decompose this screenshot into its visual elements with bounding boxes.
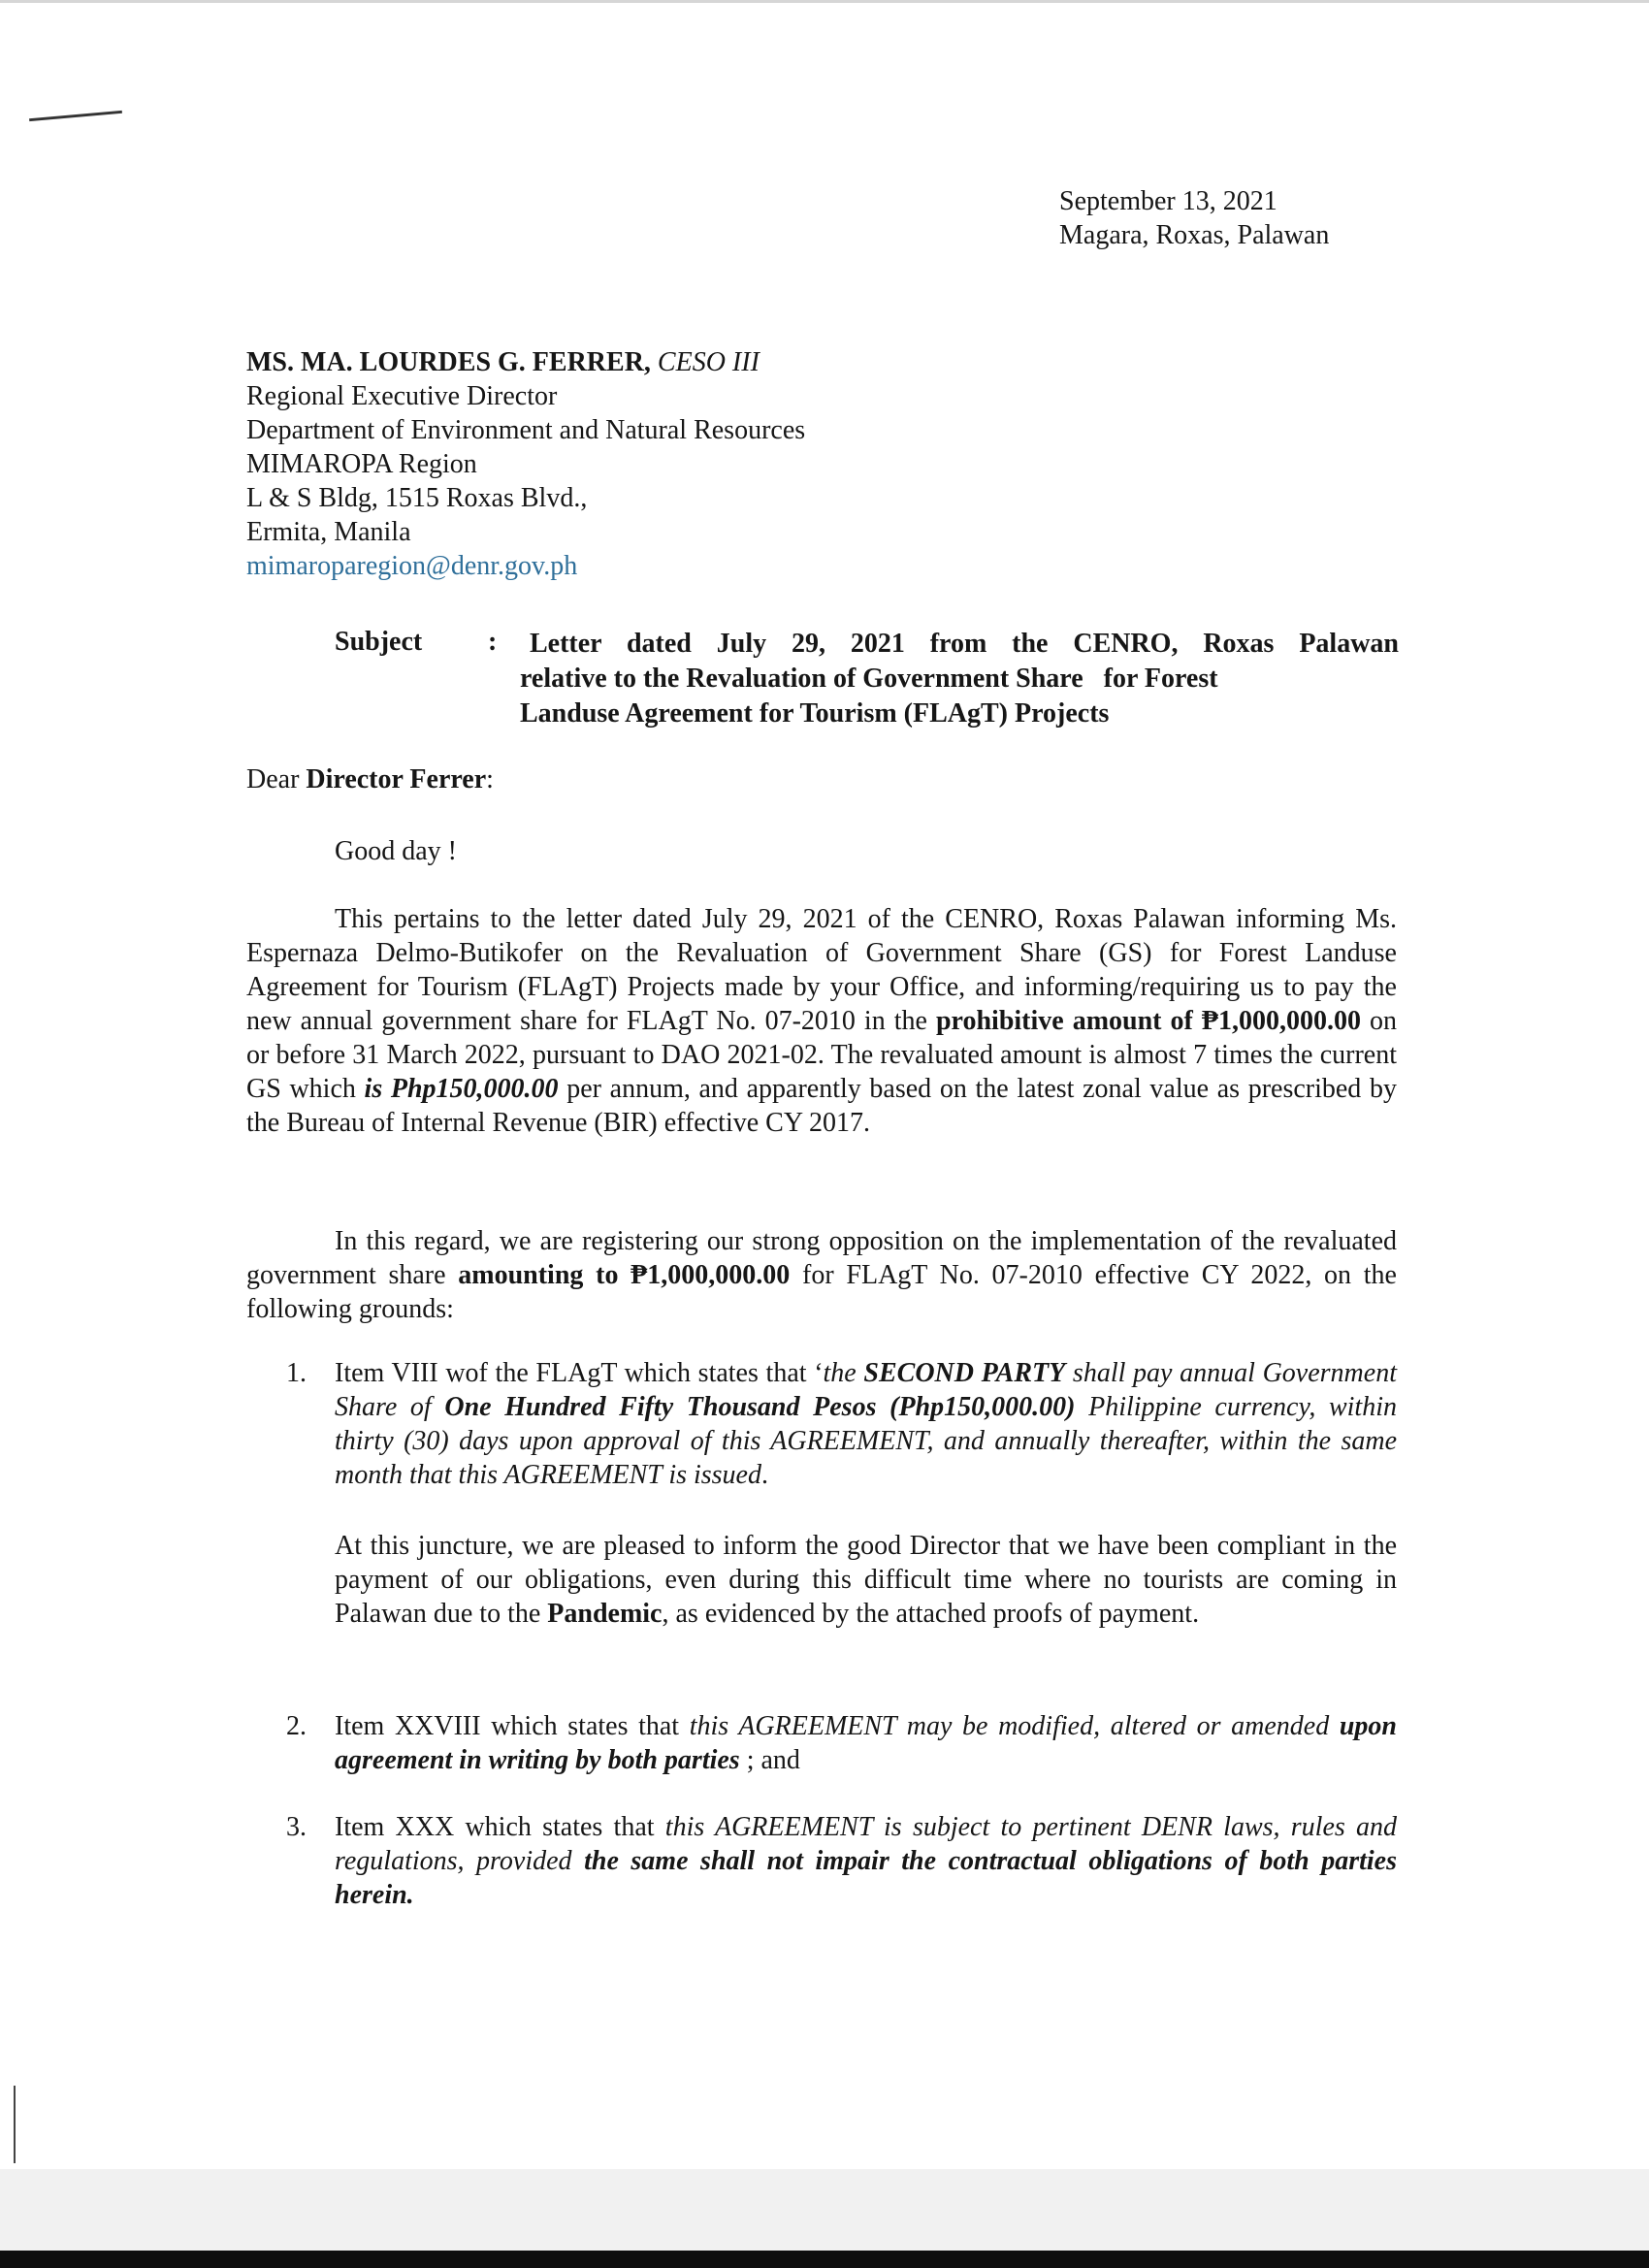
addressee-title: Regional Executive Director	[246, 381, 558, 411]
ground-text	[335, 1709, 1397, 1777]
scan-bottom-margin	[0, 2169, 1649, 2251]
followup-text-2: , as evidenced by the attached proofs of payment.	[662, 1599, 1200, 1629]
g1-bold-italic-2: One Hundred Fifty Thousand Pesos (Php150,000.00)	[444, 1392, 1076, 1422]
p1-text-3: per annum, and apparently based on the latest zonal value as prescribed by the Bureau of Internal Revenue (BIR) effective CY 2017.	[246, 1074, 1397, 1138]
letter-date: September 13, 2021	[1059, 186, 1277, 216]
addressee-department: Department of Environment and Natural Resources	[246, 415, 806, 445]
paragraph-2	[246, 1224, 1397, 1326]
g2-text-2: ; and	[739, 1745, 800, 1775]
subject-line-2: relative to the Revaluation of Government Share for Forest	[520, 664, 1218, 694]
addressee-region: MIMAROPA Region	[246, 449, 477, 479]
p1-text-1: This pertains to the letter dated July 29, 2021 of the CENRO, Roxas Palawan informing Ms. Espernaza Delmo-Butikofer on the Revaluation of Government Share (GS) for Forest Landuse Agreement for Tourism (FLAgT) Projects made by your Office, and informing/requiring us to pay the new annual government share for FLAgT No. 07-2010 in the	[246, 904, 1397, 1036]
p1-bold-italic-1: is Php150,000.00	[364, 1074, 559, 1104]
scan-edge-top	[0, 0, 1649, 3]
g2-bold-italic-1: upon agreement in writing by both parties	[335, 1711, 1397, 1775]
g3-text-1: Item XXX which states that	[335, 1812, 665, 1842]
g1-italic-2: shall pay annual Government Share of	[335, 1358, 1397, 1422]
g1-text-1: Item VIII wof the FLAgT which states that ‘	[335, 1358, 824, 1388]
p2-bold-1: amounting to ₱1,000,000.00	[458, 1260, 791, 1290]
paragraph-1	[246, 902, 1397, 1140]
ground-text	[335, 1356, 1397, 1492]
followup-bold-1: Pandemic	[547, 1599, 663, 1629]
salutation-colon: :	[486, 764, 494, 794]
salutation-prefix: Dear	[246, 764, 307, 794]
g1-bold-italic-1: SECOND PARTY	[863, 1358, 1066, 1388]
g1-italic-1: the	[823, 1358, 864, 1388]
g3-italic-1: this AGREEMENT is subject to pertinent DENR laws, rules and regulations, provided	[335, 1812, 1398, 1876]
addressee-block	[246, 345, 805, 583]
ground-followup-text	[335, 1529, 1397, 1631]
letter-place: Magara, Roxas, Palawan	[1059, 220, 1330, 250]
addressee-address-2: Ermita, Manila	[246, 517, 411, 547]
scan-bottom-edge	[0, 2251, 1649, 2268]
ground-number: 3.	[286, 1812, 307, 1842]
g1-text-2: .	[761, 1460, 768, 1490]
g2-text-1: Item XXVIII which states that	[335, 1711, 690, 1741]
pen-mark	[29, 111, 122, 121]
salutation	[246, 762, 494, 796]
subject-text	[520, 627, 1399, 731]
addressee-address-1: L & S Bldg, 1515 Roxas Blvd.,	[246, 483, 588, 513]
g2-italic-1: this AGREEMENT may be modified, altered or amended	[689, 1711, 1340, 1741]
g3-bold-italic-1: the same shall not impair the contractual obligations of both parties herein.	[335, 1846, 1397, 1910]
ground-text	[335, 1810, 1397, 1912]
salutation-name: Director Ferrer	[306, 764, 487, 794]
addressee-suffix: CESO III	[657, 347, 760, 377]
subject-line-1: Letter dated July 29, 2021 from the CENRO, Roxas Palawan	[530, 629, 1399, 659]
ground-number: 1.	[286, 1358, 307, 1388]
g1-italic-3: Philippine currency, within thirty (30) days upon approval of this AGREEMENT, and annually thereafter, within the same month that this AGREEMENT is issued	[335, 1392, 1397, 1490]
scan-edge-mark	[0, 2086, 16, 2163]
subject-colon: :	[488, 627, 498, 657]
greeting: Good day !	[335, 836, 457, 866]
p2-text-2: for FLAgT No. 07-2010 effective CY 2022, on the following grounds:	[246, 1260, 1397, 1324]
p1-bold-1: prohibitive amount of ₱1,000,000.00	[935, 1006, 1361, 1036]
p2-text-1: In this regard, we are registering our strong opposition on the implementation of the revaluated government share	[246, 1226, 1397, 1290]
date-block	[1059, 184, 1329, 252]
addressee-email: mimaroparegion@denr.gov.ph	[246, 551, 578, 581]
subject-label: Subject	[335, 627, 423, 657]
subject-line-3: Landuse Agreement for Tourism (FLAgT) Projects	[520, 698, 1110, 729]
addressee-name: MS. MA. LOURDES G. FERRER,	[246, 347, 651, 377]
p1-text-2: on or before 31 March 2022, pursuant to DAO 2021-02. The revaluated amount is almost 7 times the current GS which	[246, 1006, 1398, 1104]
followup-text-1: At this juncture, we are pleased to inform the good Director that we have been compliant in the payment of our obligations, even during this difficult time where no tourists are coming in Palawan due to the	[335, 1531, 1397, 1629]
ground-number: 2.	[286, 1711, 307, 1741]
addressee-name-line	[246, 345, 805, 379]
